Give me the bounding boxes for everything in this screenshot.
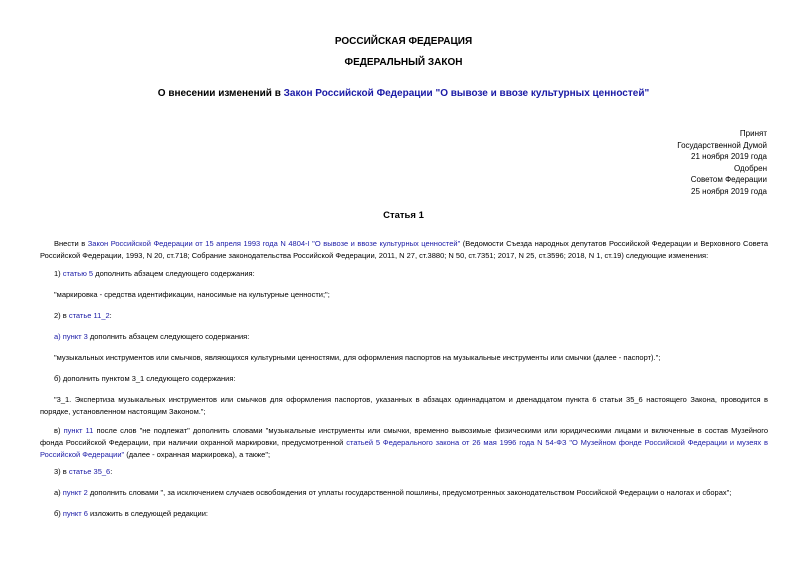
- item-3-link[interactable]: статье 35_6: [68, 467, 111, 476]
- intro-prefix: Внести в: [54, 239, 88, 248]
- intro-suffix: (Ведомости Съезда народных депутатов Российской Федерации и Верховного Совета Российской Федерации, 1993, N 20, ст.718; Собрание законодательства Российской Федерации, 2011, N 27, ст.3880; N 50, ст.7351; 2017, N 25, ст.3596; 2018, N 1, ст.19) следующие изменения:: [40, 239, 768, 260]
- law-title-prefix: О внесении изменений в: [157, 88, 284, 99]
- adoption-line: Государственной Думой: [677, 140, 767, 150]
- item-text: :: [110, 467, 113, 476]
- item-number: 1): [54, 269, 63, 278]
- item-2c: [40, 425, 768, 461]
- item-2-link[interactable]: статье 11_2: [68, 311, 110, 320]
- adoption-line: Одобрен: [733, 163, 767, 173]
- item-number: 3) в: [54, 467, 69, 476]
- item-2b: б) дополнить пунктом 3_1 следующего содержания:: [54, 374, 236, 383]
- intro-law-link[interactable]: Закон Российской Федерации от 15 апреля 1993 года N 4804-I "О вывозе и ввозе культурных ценностей": [87, 239, 461, 248]
- item-text: изложить в следующей редакции:: [87, 509, 208, 518]
- item-text: дополнить абзацем следующего содержания:: [93, 269, 255, 278]
- law-title-link[interactable]: Закон Российской Федерации "О вывозе и ввозе культурных ценностей": [283, 88, 650, 99]
- adoption-block: [677, 128, 767, 197]
- item-text: :: [109, 311, 112, 320]
- item-3a: [54, 487, 731, 499]
- item-number: 2) в: [54, 311, 69, 320]
- item-2b-quote: "3_1. Экспертиза музыкальных инструментов или смычков для оформления паспортов, указанных в абзацах одиннадцатом и двенадцатом пункта 6 статьи 35_6 настоящего Закона, проводится в порядке, установленном настоящим Законом.";: [40, 395, 768, 416]
- item-3b: [54, 508, 208, 520]
- item-text: дополнить абзацем следующего содержания:: [87, 332, 250, 341]
- article-intro: [40, 238, 768, 262]
- adoption-line: 21 ноября 2019 года: [691, 152, 767, 161]
- adoption-line: 25 ноября 2019 года: [691, 186, 767, 196]
- law-type-heading: ФЕДЕРАЛЬНЫЙ ЗАКОН: [344, 57, 463, 68]
- adoption-line: Принят: [739, 129, 767, 138]
- item-text: дополнить словами ", за исключением случаев освобождения от уплаты государственной пошлины, предусмотренных законодательством Российской Федерации о налогах и сборах";: [87, 488, 732, 497]
- item-text: б): [54, 509, 63, 518]
- country-heading: РОССИЙСКАЯ ФЕДЕРАЦИЯ: [334, 36, 473, 47]
- item-2a-link[interactable]: а) пункт 3: [54, 332, 88, 341]
- item-text: в): [54, 426, 64, 435]
- item-3b-link[interactable]: пункт 6: [62, 509, 88, 518]
- item-text: после слов "не подлежат" дополнить словами "музыкальные инструменты или смычки, временно вывозимые физическими или юридическими лицами и включенные в состав Музейного фонда Российской Федерации, при наличии охранной маркировки, предусмотренной: [40, 426, 768, 447]
- item-2c-link-1[interactable]: пункт 11: [63, 426, 94, 435]
- item-2a-quote: "музыкальных инструментов или смычков, являющихся культурными ценностями, для оформления паспортов на музыкальные инструменты или смычки (далее - паспорт).";: [54, 353, 661, 362]
- item-1: [54, 268, 255, 280]
- item-1-quote: "маркировка - средства идентификации, наносимые на культурные ценности;";: [54, 290, 330, 299]
- article-title: Статья 1: [383, 210, 424, 221]
- item-3: [54, 466, 112, 478]
- item-1-link[interactable]: статью 5: [62, 269, 94, 278]
- item-2a: [54, 331, 249, 343]
- law-title: [0, 88, 807, 99]
- item-3a-link[interactable]: пункт 2: [62, 488, 88, 497]
- item-text: (далее - охранная маркировка), а также";: [124, 450, 271, 459]
- item-text: а): [54, 488, 63, 497]
- adoption-line: Советом Федерации: [690, 175, 767, 184]
- item-2c-link-2[interactable]: статьей 5 Федерального закона от 26 мая 1996 года N 54-ФЗ "О Музейном фонде Российской Федерации и музеях в Российской Федерации": [40, 438, 769, 459]
- item-2: [54, 310, 112, 322]
